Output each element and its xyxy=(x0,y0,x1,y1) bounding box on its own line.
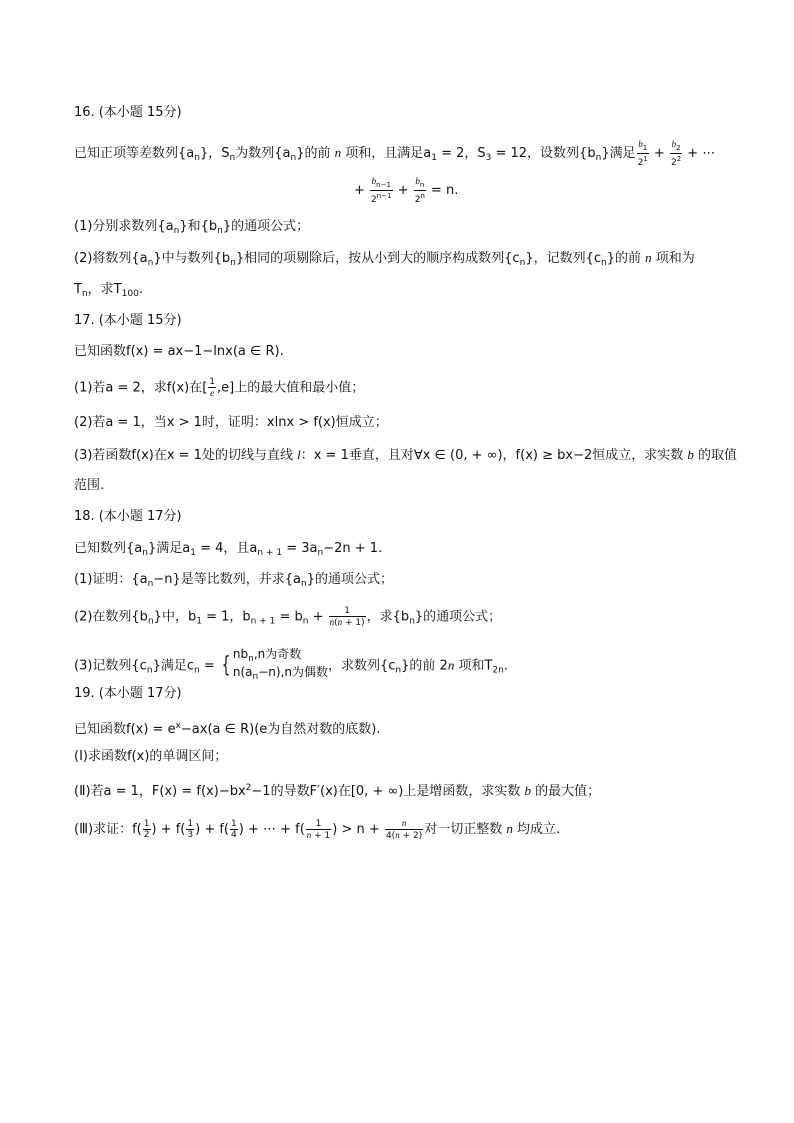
q19-part1: (Ⅰ)求函数f(x)的单调区间； xyxy=(74,749,228,764)
q16-stem-line2: + $\frac{b_{n-1}}{2^{n-1}}$ + $\frac{b_n}{2^n}$ = n. xyxy=(354,176,459,205)
q19-part2: (Ⅱ)若a = 1，$F(x) = f(x)-bx^2-1$的导数F′(x)在[0, + ∞)上是增函数，求实数 b 的最大值； xyxy=(74,783,601,799)
q18-part3: (3)记数列$\{c_n\}$满足$c_n$ = { $nb_n,n$为奇数 $n(a_n-n),n$为偶数，求数列$\{c_n\}$的前 2n 项和$T_{2n}$. xyxy=(74,647,508,682)
q16-part2-line2: $T_n$，求$T_{100}$. xyxy=(74,282,143,299)
q16-part1: (1)分别求数列$\{a_n\}$和$\{b_n\}$的通项公式； xyxy=(74,219,310,236)
q17-part3-line2: 范围. xyxy=(74,478,105,493)
q17-part3-line1: (3)若函数f(x)在x = 1处的切线与直线 l：x = 1垂直，且对∀x ∈ (0, + ∞)，f(x) ≥ bx−2恒成立，求实数 b 的取值 xyxy=(74,447,738,463)
q16-part2-line1: (2)将数列$\{a_n\}$中与数列$\{b_n\}$相同的项剔除后，按从小到大的顺序构成数列$\{c_n\}$，记数列$\{c_n\}$的前 n 项和为 xyxy=(74,250,695,268)
q19-title: 19. (本小题 17分) xyxy=(74,686,182,701)
q19-stem: 已知函数$f(x) = e^x-ax(a$ ∈ R)(e为自然对数的底数). xyxy=(74,721,381,737)
q18-part2: (2)在数列$\{b_n\}$中，$b_1 = 1$，$b_{n + 1} = b_n$ + $\frac{1}{n(n + 1)}$ ，求$\{b_n\}$的通项公式； xyxy=(74,606,502,628)
q18-stem: 已知数列$\{a_n\}$满足$a_1 = 4$，且$a_{n + 1} = 3a_n-2n + 1$. xyxy=(74,541,383,558)
q17-part1: (1)若a = 2，求f(x)在[ $\frac{1}{e}$ ,e]上的最大值和最小值； xyxy=(74,377,365,398)
q16-title: 16. (本小题 15分) xyxy=(74,105,182,120)
q17-part2: (2)若a = 1，当x > 1时，证明：xlnx > f(x)恒成立； xyxy=(74,415,388,430)
q17-stem: 已知函数f(x) = ax−1−lnx(a ∈ R). xyxy=(74,344,284,359)
q18-part1: (1)证明：$\{a_n-n\}$是等比数列，并求$\{a_n\}$的通项公式； xyxy=(74,572,394,589)
q19-part3: (Ⅲ)求证：f( $\frac{1}{2}$ ) + f( $\frac{1}{3}$ ) + f( $\frac{1}{4}$ ) + ⋯ + f( $\frac{1}{n + 1}$ ) > n + $\frac{n}{4(n + 2)}$ 对一切正整数 n 均成立. xyxy=(74,818,561,841)
q17-title: 17. (本小题 15分) xyxy=(74,313,182,328)
q18-title: 18. (本小题 17分) xyxy=(74,509,182,524)
q16-stem-line1: 已知正项等差数列$\{a_n\}$，$S_n$为数列$\{a_n\}$的前 n 项和，且满足$a_1 = 2$，$S_3 = 12$，设数列$\{b_n\}$满足 $\frac{b_1}{2^1}$ + $\frac{b_2}{2^2}$ + ⋯ xyxy=(74,139,716,168)
